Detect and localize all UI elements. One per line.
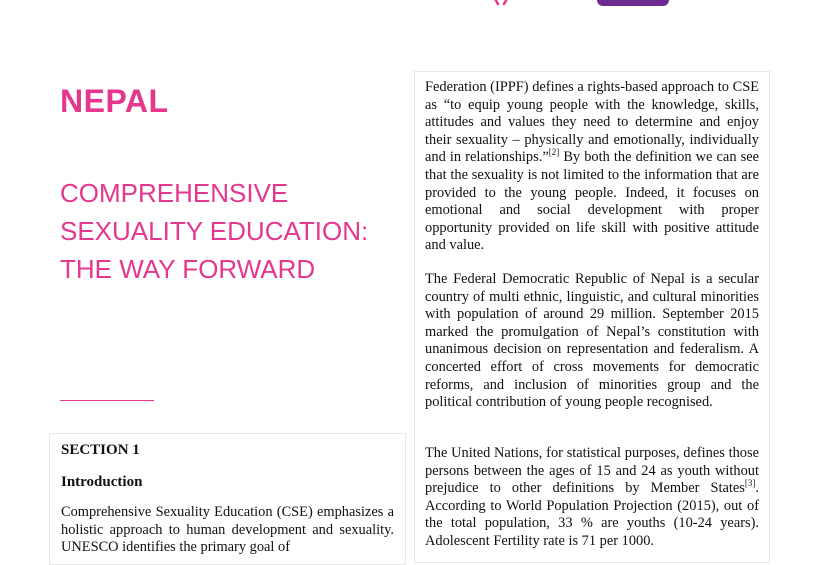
title-divider <box>60 400 154 401</box>
country-title: NEPAL <box>60 83 169 119</box>
footnote-reference[interactable]: [2] <box>548 147 560 158</box>
paragraph-text: The United Nations, for statistical purposes, defines those persons between the ages of 15 and 24 as youth without prejudice to other definitions by Member States <box>425 445 759 497</box>
document-title <box>60 174 390 288</box>
footnote-reference[interactable]: [3] <box>744 478 756 489</box>
paragraph-nepal-context: The Federal Democratic Republic of Nepal is a secular country of multi ethnic, linguistic, and cultural minorities with population of around 29 million. September 2015 marked the promulgation of Nepal’s constitution with unanimous decision on representation and federalism. A concerted effort of cross movements for democratic reforms, and inclusion of minorities group and the political contribution of young people recognised. <box>425 271 759 411</box>
title-line-3: THE WAY FORWARD <box>60 254 316 284</box>
intro-paragraph: Comprehensive Sexuality Education (CSE) emphasizes a holistic approach to human development and sexuality. UNESCO identifies the primary goal of <box>61 504 394 556</box>
section-box <box>49 433 406 565</box>
paragraph-youth-definition <box>425 445 759 551</box>
paragraph-text: . According to World Population Projection (2015), out of the total population, 33 % are youths (10-24 years). Adolescent Fertility rate is 71 per 1000. <box>425 480 759 549</box>
paragraph-text: By both the definition we can see that the sexuality is not limited to the information that are provided to the young people. Indeed, it focuses on emotional and social development with proper opportunity provided on life skill with positive attitude and value. <box>425 149 759 254</box>
organization-logo-badge <box>597 0 669 6</box>
section-heading: Introduction <box>61 474 143 490</box>
body-text-column <box>414 71 770 563</box>
paragraph-text: Federation (IPPF) defines a rights-based approach to CSE as “to equip young people with the knowledge, skills, attitudes and values they need to determine and enjoy their sexuality – physically and emotionally, individually and in relationships.” <box>425 79 759 166</box>
logo-mark-icon <box>486 0 516 6</box>
title-line-1: COMPREHENSIVE <box>60 178 289 208</box>
title-line-2: SEXUALITY EDUCATION: <box>60 216 369 246</box>
section-label: SECTION 1 <box>61 442 140 458</box>
paragraph-cse-definition <box>425 79 759 255</box>
